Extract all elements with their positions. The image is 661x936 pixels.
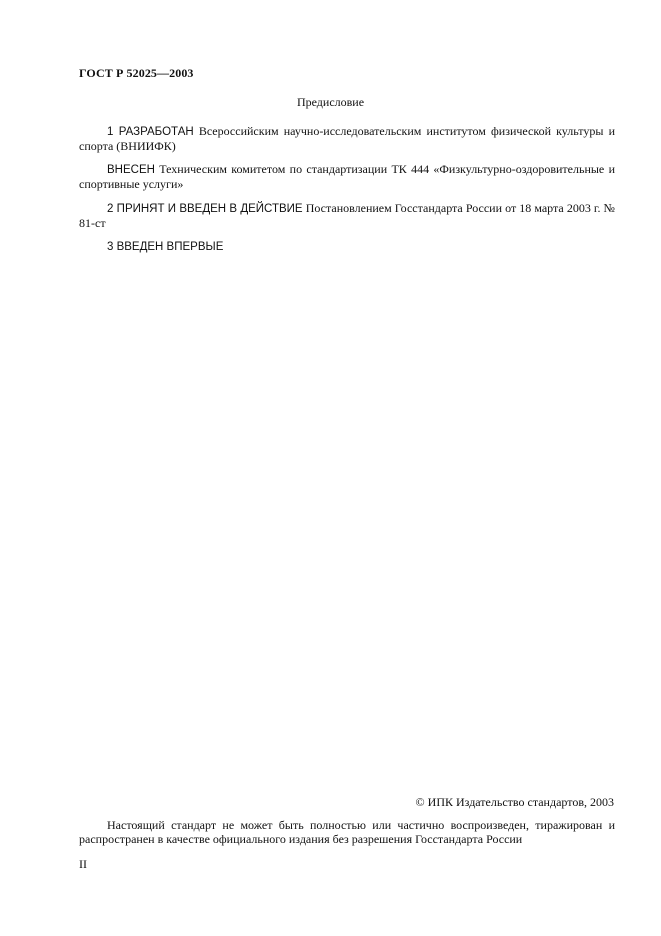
item-text: Всероссийским научно-исследовательским институтом физической культуры и спорта (ВНИИФК)	[79, 124, 615, 153]
copyright-line: © ИПК Издательство стандартов, 2003	[415, 795, 614, 809]
foreword-item-submitted	[79, 162, 615, 191]
foreword-item-developed	[79, 124, 615, 153]
page-title: Предисловие	[296, 95, 365, 109]
document-code: ГОСТ Р 52025—2003	[79, 66, 194, 80]
item-lead: 2 ПРИНЯТ И ВВЕДЕН В ДЕЙСТВИЕ	[107, 203, 303, 215]
foreword-item-adopted	[79, 201, 615, 230]
page-number: II	[79, 857, 87, 871]
item-lead: ВНЕСЕН	[107, 164, 155, 176]
item-lead: 1 РАЗРАБОТАН	[107, 126, 194, 138]
item-lead: 3 ВВЕДЕН ВПЕРВЫЕ	[107, 241, 224, 253]
foreword-item-introduced	[79, 239, 615, 254]
item-text: Техническим комитетом по стандартизации ТК 444 «Физкультурно-оздоровительные и спортивные услуги»	[79, 162, 615, 191]
reproduction-notice: Настоящий стандарт не может быть полностью или частично воспроизведен, тиражирован и распространен в качестве официального издания без разрешения Госстандарта России	[79, 818, 615, 846]
item-text: Постановлением Госстандарта России от 18 марта 2003 г. № 81-ст	[79, 201, 616, 230]
